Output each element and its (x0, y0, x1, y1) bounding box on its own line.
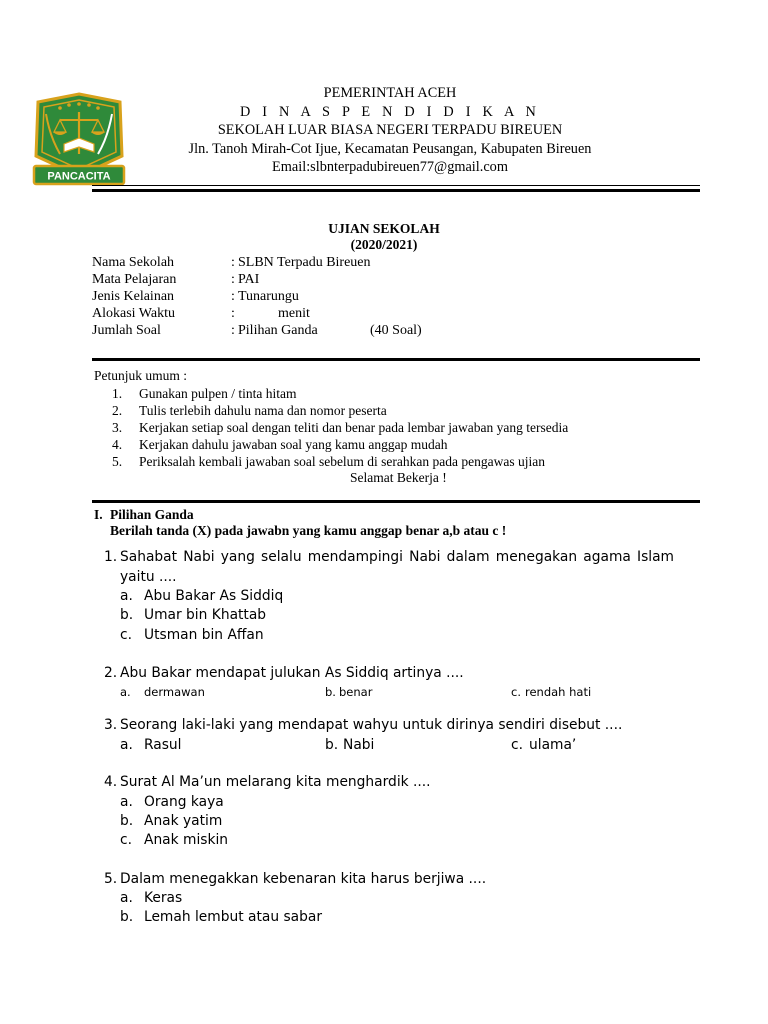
instruction-item (112, 403, 387, 419)
info-value: menit (278, 306, 310, 321)
instruction-number: 5. (112, 454, 123, 469)
info-separator: : (231, 255, 235, 270)
option-a (120, 736, 182, 755)
government-name: PEMERINTAH ACEH (323, 85, 457, 101)
option-c (120, 626, 264, 645)
option-a (120, 793, 224, 812)
option-letter: c. (120, 832, 132, 848)
info-label: Mata Pelajaran (92, 272, 177, 287)
option-letter: b. (325, 737, 339, 753)
option-letter: c. (511, 685, 521, 699)
option-b (325, 684, 372, 700)
instruction-number: 2. (112, 403, 123, 418)
school-name: SEKOLAH LUAR BIASA NEGERI TERPADU BIREUEN (217, 122, 563, 139)
option-letter: a. (120, 588, 133, 604)
department-name: D I N A S P E N D I D I K A N (240, 103, 540, 120)
question-text: Seorang laki-laki yang mendapat wahyu untuk dirinya sendiri disebut .... (120, 717, 623, 733)
section-divider (92, 500, 700, 503)
option-text: Abu Bakar As Siddiq (144, 588, 284, 604)
question-text: Dalam menegakkan kebenaran kita harus berjiwa .... (120, 871, 487, 887)
question-text: Sahabat Nabi yang selalu mendampingi Nabi dalam menegakan agama Islam (120, 549, 674, 565)
question-text: Surat Al Ma’un melarang kita menghardik .... (120, 774, 431, 790)
letterhead-divider-thick (92, 189, 700, 192)
aceh-emblem-logo (30, 92, 128, 188)
section-title (94, 507, 194, 523)
instruction-text: Gunakan pulpen / tinta hitam (139, 386, 297, 401)
option-c (511, 736, 576, 755)
question-number: 5. (104, 871, 118, 887)
exam-title: UJIAN SEKOLAH (328, 221, 440, 236)
question-text-continued: yaitu .... (120, 569, 177, 585)
option-letter: a. (120, 890, 133, 906)
instruction-number: 3. (112, 420, 123, 435)
question-3 (104, 716, 622, 735)
question-5 (104, 870, 486, 889)
info-separator: : (231, 306, 235, 321)
info-value: Tunarungu (238, 289, 299, 304)
question-4 (104, 773, 431, 792)
instruction-text: Tulis terlebih dahulu nama dan nomor peserta (139, 403, 387, 418)
question-text: Abu Bakar mendapat julukan As Siddiq artinya .... (120, 665, 464, 681)
info-label: Jumlah Soal (92, 323, 161, 338)
option-text: Anak yatim (144, 813, 223, 829)
question-number: 1. (104, 549, 118, 565)
instruction-item (112, 420, 568, 436)
section-name: Pilihan Ganda (110, 507, 194, 522)
option-c (511, 684, 591, 700)
option-text: dermawan (144, 685, 205, 699)
info-separator: : (231, 323, 235, 338)
section-number: I. (94, 507, 103, 522)
option-text: Rasul (144, 737, 182, 753)
info-value: SLBN Terpadu Bireuen (238, 255, 371, 270)
option-letter: a. (120, 794, 133, 810)
option-letter: b. (325, 685, 336, 699)
emblem-banner-text: PANCACITA (47, 170, 111, 183)
info-value: PAI (238, 272, 260, 287)
option-letter: b. (120, 607, 134, 623)
option-c (120, 831, 228, 850)
exam-year: (2020/2021) (350, 237, 418, 252)
option-b (120, 606, 266, 625)
letterhead-divider-thin (92, 185, 700, 186)
instruction-text: Kerjakan setiap soal dengan teliti dan benar pada lembar jawaban yang tersedia (139, 420, 569, 435)
option-text: Utsman bin Affan (144, 627, 264, 643)
option-letter: b. (120, 909, 134, 925)
option-text: Umar bin Khattab (144, 607, 267, 623)
option-text: Orang kaya (144, 794, 224, 810)
option-a (120, 889, 182, 908)
option-text: Nabi (343, 737, 375, 753)
question-1 (104, 548, 674, 567)
option-letter: a. (120, 737, 133, 753)
instruction-text: Periksalah kembali jawaban soal sebelum di serahkan pada pengawas ujian (139, 454, 545, 469)
option-text: benar (339, 685, 373, 699)
closing-greeting: Selamat Bekerja ! (350, 470, 447, 485)
school-email: Email:slbnterpadubireuen77@gmail.com (272, 159, 508, 176)
option-a (120, 587, 283, 606)
instruction-text: Kerjakan dahulu jawaban soal yang kamu anggap mudah (139, 437, 448, 452)
info-divider (92, 358, 700, 361)
info-label: Nama Sekolah (92, 255, 175, 270)
instruction-item (112, 437, 448, 453)
info-label: Jenis Kelainan (92, 289, 175, 304)
instruction-number: 1. (112, 386, 123, 401)
info-separator: : (231, 289, 235, 304)
option-letter: a. (120, 685, 131, 699)
emblem-icon (30, 92, 128, 188)
option-text: Keras (144, 890, 183, 906)
option-b (120, 812, 222, 831)
option-letter: c. (120, 627, 132, 643)
question-number: 4. (104, 774, 118, 790)
instruction-item (112, 386, 296, 402)
option-a (120, 684, 205, 700)
option-b (120, 908, 322, 927)
instruction-item (112, 454, 545, 470)
school-address: Jln. Tanoh Mirah-Cot Ijue, Kecamatan Peusangan, Kabupaten Bireuen (188, 140, 592, 157)
option-text: rendah hati (525, 685, 592, 699)
option-letter: b. (120, 813, 134, 829)
info-value: Pilihan Ganda (238, 323, 318, 338)
question-2 (104, 664, 464, 683)
question-number: 2. (104, 665, 118, 681)
info-label: Alokasi Waktu (92, 306, 175, 321)
option-text: Lemah lembut atau sabar (144, 909, 322, 925)
instructions-heading: Petunjuk umum : (94, 368, 188, 383)
option-letter: c. (511, 737, 523, 753)
section-instruction: Berilah tanda (X) pada jawabn yang kamu anggap benar a,b atau c ! (110, 523, 507, 538)
info-extra: (40 Soal) (370, 323, 422, 338)
instruction-number: 4. (112, 437, 123, 452)
info-separator: : (231, 272, 235, 287)
option-text: Anak miskin (144, 832, 229, 848)
option-b (325, 736, 374, 755)
letterhead (150, 84, 630, 177)
question-number: 3. (104, 717, 118, 733)
option-text: ulama’ (529, 737, 577, 753)
